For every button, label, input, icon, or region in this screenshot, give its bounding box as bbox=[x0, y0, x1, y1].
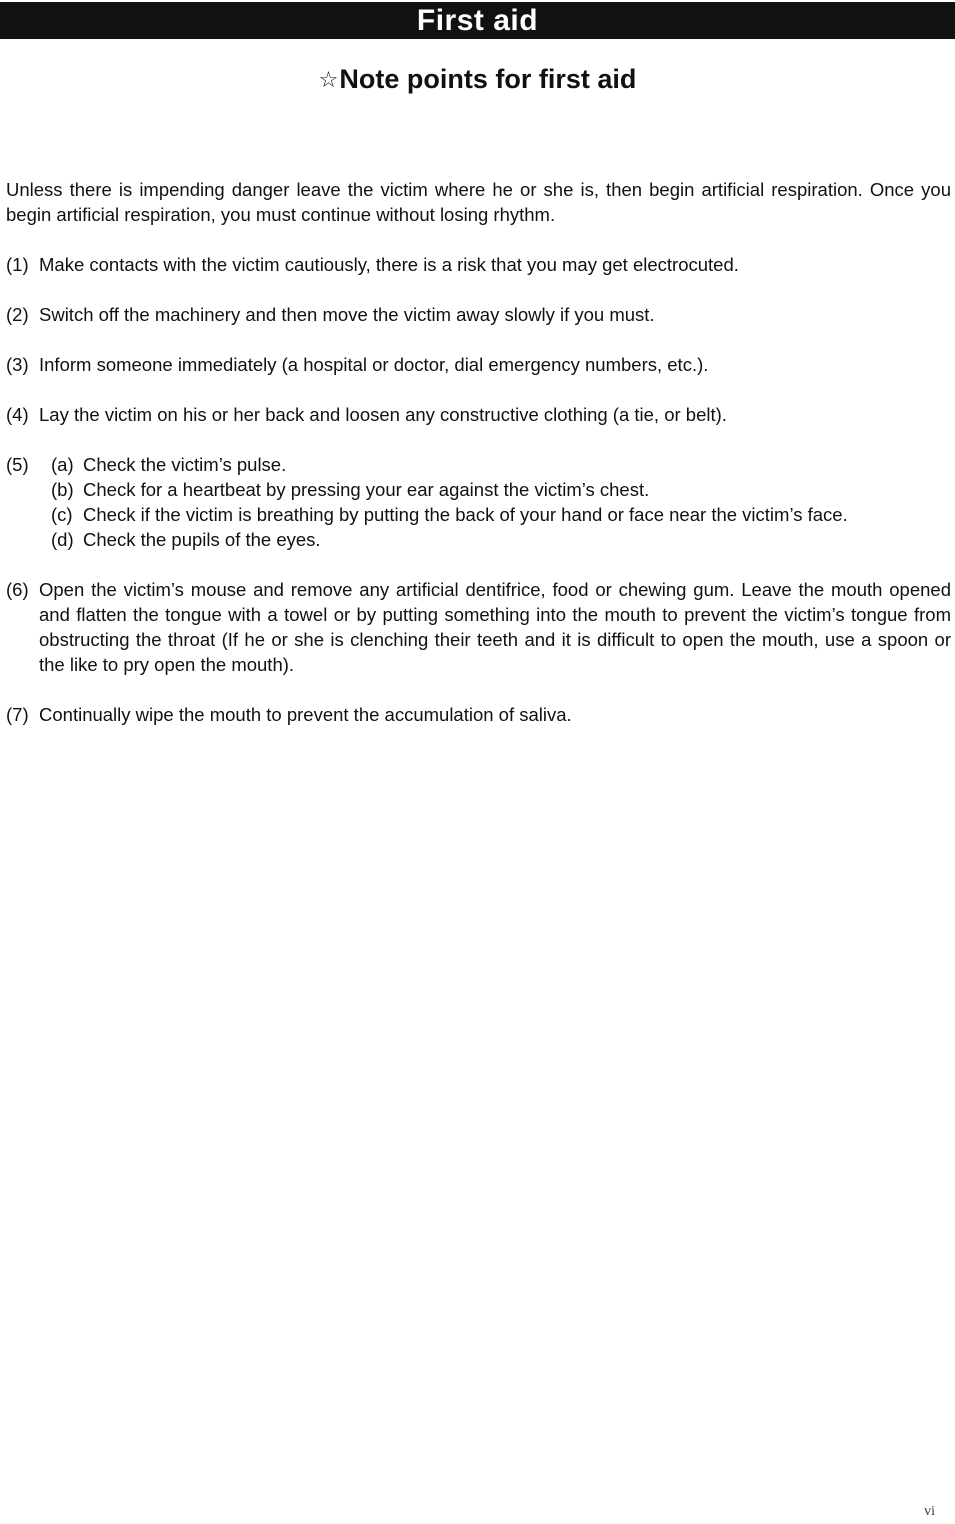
list-item-4 bbox=[6, 402, 951, 427]
list-item-3 bbox=[6, 352, 951, 377]
item-text: Inform someone immediately (a hospital or doctor, dial emergency numbers, etc.). bbox=[39, 354, 709, 375]
sub-item-text: Check for a heartbeat by pressing your ear against the victim’s chest. bbox=[83, 479, 650, 500]
page-title: First aid bbox=[416, 3, 539, 37]
item-number: (6) bbox=[6, 579, 29, 600]
item-number: (3) bbox=[6, 354, 29, 375]
subtitle-text: Note points for first aid bbox=[339, 64, 637, 94]
sub-item-b bbox=[51, 477, 951, 502]
sub-item-d bbox=[51, 527, 951, 552]
item-text: Make contacts with the victim cautiously, there is a risk that you may get electrocuted. bbox=[39, 254, 739, 275]
list-item-2 bbox=[6, 302, 951, 327]
list-item-6 bbox=[6, 577, 951, 677]
sub-item-number: (c) bbox=[51, 504, 73, 525]
item-text: Lay the victim on his or her back and loosen any constructive clothing (a tie, or belt). bbox=[39, 404, 727, 425]
item-number: (5) bbox=[6, 454, 29, 475]
sub-item-text: Check if the victim is breathing by putting the back of your hand or face near the victim’s face. bbox=[83, 504, 848, 525]
sub-item-c bbox=[51, 502, 951, 527]
item-number: (1) bbox=[6, 254, 29, 275]
list-item-1 bbox=[6, 252, 951, 277]
sub-item-number: (b) bbox=[51, 479, 74, 500]
section-subtitle bbox=[0, 64, 955, 95]
sub-item-number: (a) bbox=[51, 454, 74, 475]
item-text: Continually wipe the mouth to prevent the accumulation of saliva. bbox=[39, 704, 572, 725]
header-bar bbox=[0, 2, 955, 39]
intro-paragraph: Unless there is impending danger leave the victim where he or she is, then begin artificial respiration. Once you begin artificial respiration, you must continue without losing rhythm. bbox=[6, 179, 951, 225]
star-icon: ☆ bbox=[318, 67, 339, 92]
item-text: Switch off the machinery and then move the victim away slowly if you must. bbox=[39, 304, 655, 325]
sub-item-a bbox=[51, 452, 951, 477]
sub-item-text: Check the pupils of the eyes. bbox=[83, 529, 321, 550]
item-number: (2) bbox=[6, 304, 29, 325]
item-number: (7) bbox=[6, 704, 29, 725]
page-number: vi bbox=[924, 1504, 935, 1519]
sub-item-number: (d) bbox=[51, 529, 74, 550]
item-text: Open the victim’s mouse and remove any artificial dentifrice, food or chewing gum. Leave the mouth opened and flatten the tongue with a towel or by putting something into the mouth to prevent the victim’s tongue from obstructing the throat (If he or she is clenching their teeth and it is difficult to open the mouth, use a spoon or the like to pry open the mouth). bbox=[39, 579, 951, 675]
list-item-5 bbox=[6, 452, 951, 552]
item-number: (4) bbox=[6, 404, 29, 425]
list-item-7 bbox=[6, 702, 951, 727]
body-content bbox=[6, 177, 951, 752]
sub-item-text: Check the victim’s pulse. bbox=[83, 454, 287, 475]
